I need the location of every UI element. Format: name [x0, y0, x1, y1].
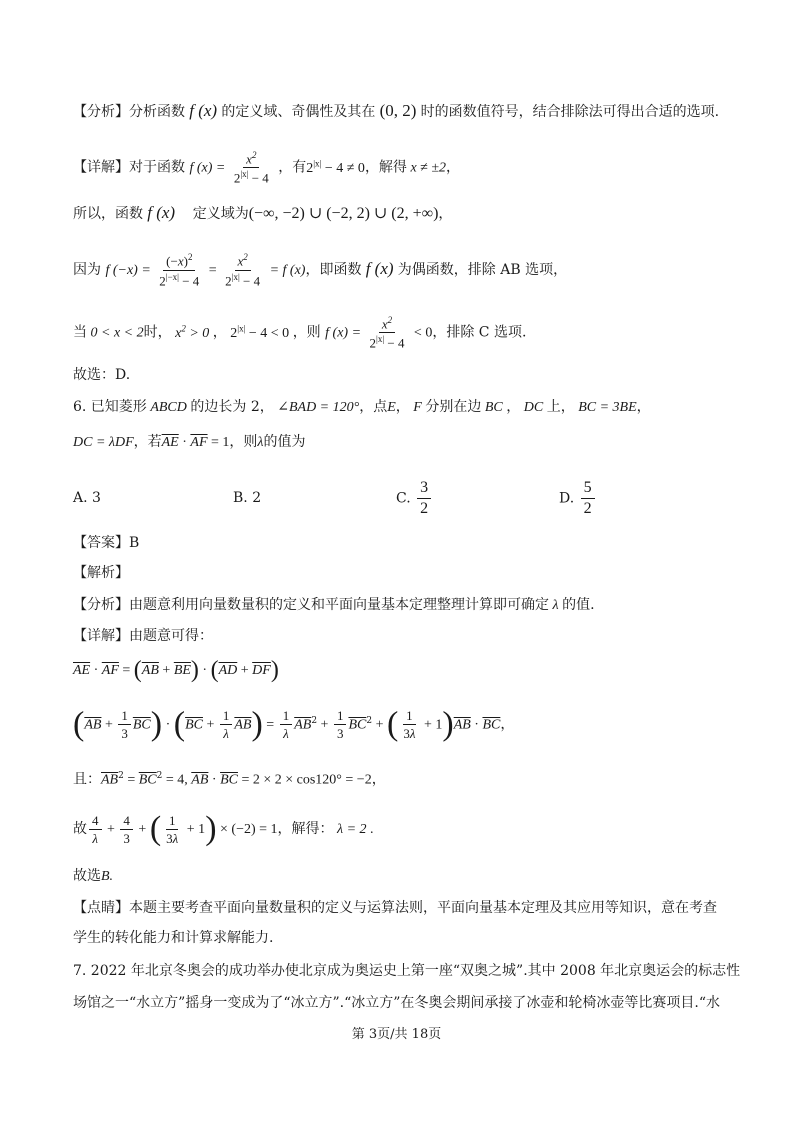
comment-line-2: 学生的转化能力和计算求解能力. [73, 930, 274, 946]
option-c-label: C. [396, 490, 411, 507]
text: ，解得 [364, 159, 407, 176]
analysis-text: 【分析】由题意利用向量数量积的定义和平面向量基本定理整理计算即可确定 λ 的值. [73, 597, 595, 613]
option-d-label: D. [559, 490, 575, 507]
option-c-denominator: 2 [420, 500, 429, 517]
question-7-line-1: 7. 2022 年北京冬奥会的成功举办使北京成为奥运史上第一座“双奥之城”.其中 2008 年北京奥运会的标志性 [73, 963, 741, 979]
option-d-numerator: 5 [581, 480, 595, 499]
option-c [396, 480, 433, 516]
option-b: B. 2 [233, 490, 262, 506]
page-footer: 第 3页/共 18页 [351, 1027, 442, 1042]
text: 【分析】分析函数 [73, 104, 185, 120]
text: 时的函数值符号，结合排除法可得出合适的选项. [420, 104, 720, 120]
question-7-line-2: 场馆之一“水立方”摇身一变成为了“冰立方”.“冰立方”在冬奥会期间承接了冰壶和轮椅冰壶等比赛项目.“水 [73, 995, 720, 1011]
solve-line: 故 $\frac{4}{\lambda}$ + $\frac{4}{3}$ + ( $\frac{1}{3\lambda}$ + 1) × (−2) = 1，解得： λ = 2 . [73, 810, 374, 847]
domain-line: 所以，函数 f (x) 定义域为(−∞, −2) ∪ (−2, 2) ∪ (2, +∞)， [73, 203, 453, 222]
text: ，则 [229, 434, 258, 450]
text: 故 [73, 821, 87, 837]
choose-line [73, 866, 113, 887]
sign-line: 当 0 < x < 2时， $x^2 > 0$ ， $2^{|x|} - 4 < 0$ ，则 f (x) = $\frac{x^2}{2^{|x|} - 4}$ < 0，排除 C 选项. [73, 314, 527, 351]
fraction: $\frac{x^2}{2^{|x|} - 4}$ [369, 314, 405, 351]
text: ， [446, 159, 461, 176]
text: 时， [143, 324, 172, 341]
text: ，有 [278, 159, 307, 176]
fraction: $\frac{x^2}{2^{|x|} - 4}$ [225, 252, 261, 288]
text: 【详解】对于函数 [73, 159, 185, 176]
fraction: $\frac{x^2}{2^{|x|} - 4}$ [233, 149, 269, 186]
text: 上， [546, 399, 575, 415]
text: B. [101, 869, 114, 884]
comment-line-1: 【点睛】本题主要考查平面向量数量积的定义与运算法则，平面向量基本定理及其应用等知识，意在考查 [73, 900, 717, 916]
fraction: $\frac{(-x)^2}{2^{|-x|} - 4}$ [159, 252, 200, 288]
option-d-denominator: 2 [583, 500, 592, 517]
detail-label: 【详解】由题意可得： [73, 628, 213, 644]
text: ，则 [292, 324, 321, 341]
question-6-line-1: 6. 已知菱形 ABCD 的边长为 2， ∠BAD = 120°，点E， F 分别在边 BC ， DC 上， BC = 3BE， [73, 399, 651, 415]
text: ， [395, 399, 410, 415]
text: ，解得： [277, 821, 334, 837]
answer-label: 【答案】B [73, 535, 140, 551]
text: ， [506, 399, 521, 415]
text: 因为 [73, 262, 101, 278]
text: 为偶函数，排除 AB 选项， [397, 262, 568, 278]
text: 故选 [73, 868, 101, 884]
even-line: 因为 f (−x) = $\frac{(-x)^2}{2^{|-x|} - 4}$ = $\frac{x^2}{2^{|x|} - 4}$ = f (x)，即函数 f (x) 为偶函数，排除 AB 选项， [73, 252, 568, 288]
text: 6. 已知菱形 [73, 399, 147, 415]
text: ，点 [359, 399, 388, 415]
text: 的值为 [263, 434, 306, 450]
question-6-line-2: DC = λDF，若$\overline{AE} \cdot \overline{AF} = 1$，则λ的值为 [73, 434, 306, 450]
vector-eq-1: $\overline{AE} \cdot \overline{AF} = (\overline{AB} + \overline{BE}) \cdot (\overline{AD} + \overline{DF})$ [73, 657, 279, 683]
text: 分别在边 [425, 399, 482, 415]
answer-line: 故选：D. [73, 367, 131, 383]
text: ， [636, 399, 651, 415]
option-c-numerator: 3 [417, 480, 431, 499]
condition-line: 且：$\overline{AB}^2 = \overline{BC}^2 = 4$, $\overline{AB} \cdot \overline{BC} = 2 \times 2 \times \cos 120^\circ = -2$， [73, 771, 386, 788]
text: 当 [73, 324, 87, 341]
vector-eq-2: ($\overline{AB}$ + $\frac{1}{3}$ $\overline{BC}) \cdot (\overline{BC}$ + $\frac{1}{\lambda}$ $\overline{AB}$) = $\frac{1}{\lambda}$ $\overline{AB}^2$ + $\frac{1}{3}$ $\overline{BC}^2$ + ( $\frac{1}{3\lambda}$ + $1)\overline{AB} \cdot \overline{BC}$， [73, 705, 515, 743]
option-a: A. 3 [73, 490, 101, 506]
text: 的值. [562, 597, 595, 613]
text: 【分析】由题意利用向量数量积的定义和平面向量基本定理整理计算即可确定 [73, 597, 549, 613]
text: ，即函数 [305, 262, 362, 278]
text: 所以，函数 [73, 206, 143, 222]
analysis-line: 【分析】分析函数 f (x) 的定义域、奇偶性及其在 (0, 2) 时的函数值符号，结合排除法可得出合适的选项. [73, 101, 720, 120]
text: 且： [73, 771, 101, 788]
analysis-label: 【解析】 [73, 565, 129, 581]
text: ，若 [133, 434, 162, 450]
text: ，排除 C 选项. [432, 324, 527, 341]
text: ， [212, 324, 227, 341]
text: 的边长为 2， [190, 399, 274, 415]
detail-line: 【详解】对于函数 f (x) = $\frac{x^2}{2^{|x|} - 4}$ ，有$2^{|x|} - 4 \ne 0$，解得 x ≠ ±2， [73, 149, 461, 186]
text: 定义域为 [192, 206, 249, 222]
text: ， [438, 206, 453, 222]
option-d [559, 480, 597, 516]
text: 的定义域、奇偶性及其在 [221, 104, 376, 120]
